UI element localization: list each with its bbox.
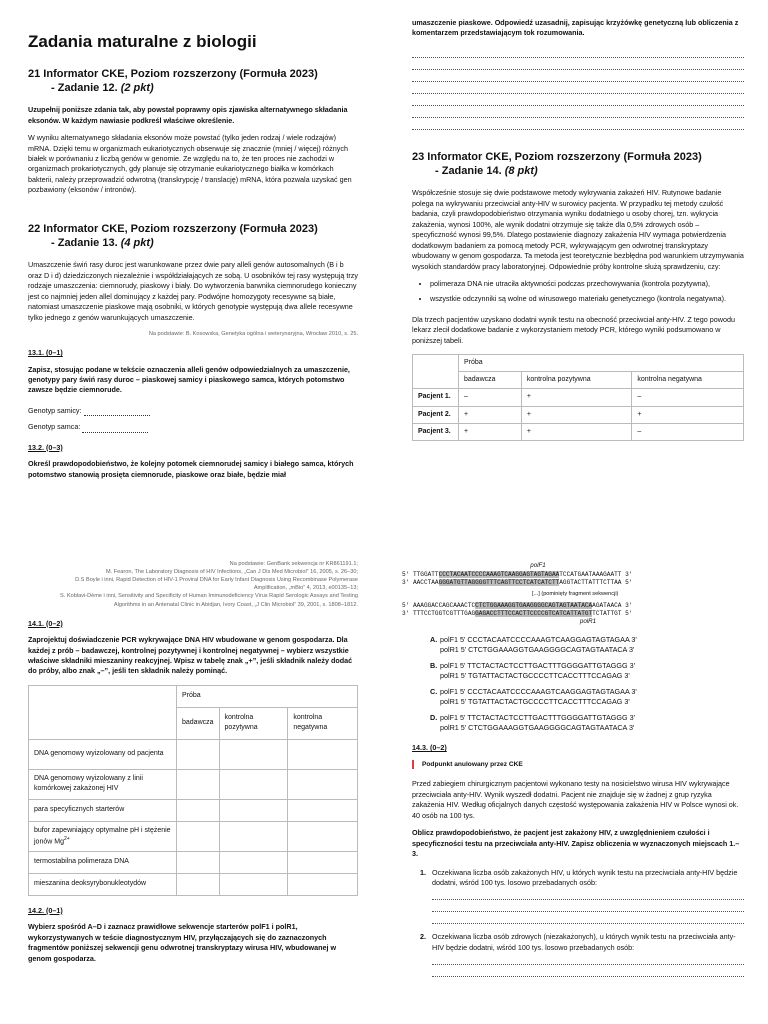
table-header-row bbox=[413, 355, 744, 372]
bottom-right-column bbox=[402, 562, 744, 983]
task21-heading-line1: 21 Informator CKE, Poziom rozszerzony (Formuła 2023) bbox=[28, 67, 318, 80]
task23-text: Współcześnie stosuje się dwie podstawowe metody wykrywania zakażeń HIV. Rutynowe badanie polega na wykrywaniu przeciwciał anty-HIV w surowicy pacjenta. W przypadku tej metody czułość badania, czyli prawdopodobieństwo otrzymania wyniku dodatniego u osoby chorej, tzn. wykrycia zakażenia, wynosi 100%, ale wynik dodatni otrzymuje się także dla 0,5% zdrowych osób – specyficzność wynosi 99,5%. Dlatego postawienie diagnozy zakażenia HIV wymaga potwierdzenia dodatkowym badaniem za pomocą metody PCR, wykrywającym gen odwrotnej transkryptazy wbudowany w genom gospodarza. Ta metoda jest teoretycznie bezbłędna pod warunkiem utrzymywania wysokich standardów pracy laboratoryjnej. Odpowiednie próby kontrolne służą sprawdzeniu, czy: bbox=[412, 188, 744, 271]
answer-line[interactable] bbox=[412, 94, 744, 106]
task23-sources bbox=[28, 560, 358, 609]
table-row bbox=[413, 423, 744, 440]
task23-sub2-label: 14.2. (0–1) bbox=[28, 905, 63, 915]
genotype-female-field[interactable] bbox=[84, 408, 150, 416]
table-cell: + bbox=[459, 423, 522, 440]
answer-cell[interactable] bbox=[219, 851, 288, 873]
answer-cell[interactable] bbox=[288, 851, 358, 873]
answer-line[interactable] bbox=[432, 912, 744, 924]
table-row bbox=[29, 851, 358, 873]
table-row bbox=[29, 821, 358, 851]
list-item: • polimeraza DNA nie utraciła aktywności podczas przechowywania (kontrola pozytywna), bbox=[430, 279, 744, 289]
row-label: DNA genomowy wyizolowany z linii komórkowej zakażonej HIV bbox=[29, 769, 177, 799]
row-label bbox=[29, 821, 177, 851]
row-label: termostabilna polimeraza DNA bbox=[29, 851, 177, 873]
task21-instruction: Uzupełnij poniższe zdania tak, aby powstał poprawny opis zjawiska alternatywnego składania eksonów. W każdym nawiasie podkreśl właściwe określenie. bbox=[28, 105, 348, 125]
column-header: kontrolna pozytywna bbox=[219, 707, 288, 739]
task22-sub2-cont: umaszczenie piaskowe. Odpowiedź uzasadnij, zapisując krzyżówkę genetyczną lub obliczenia z komentarzem przedstawiającym tok rozumowania. bbox=[412, 18, 739, 38]
answer-cell[interactable] bbox=[177, 821, 220, 851]
table-row bbox=[413, 406, 744, 423]
task23-sub1-text: Zaprojektuj doświadczenie PCR wykrywające DNA HIV wbudowane w genom gospodarza. Dla każdej z prób – badawczej, kontrolnej pozytywnej i kontrolnej negatywnej – wybierz wszystkie właściwe składniki mieszaniny reakcyjnej. Wpisz w tabelę znak „+”, jeśli składnik należy dodać do próby, albo znak „–”, jeśli ten składnik należy pominąć. bbox=[28, 635, 353, 676]
page-title: Zadania maturalne z biologii bbox=[28, 32, 257, 51]
answer-cell[interactable] bbox=[219, 821, 288, 851]
row-header: Pacjent 1. bbox=[413, 389, 459, 406]
task23-sub3-text: Przed zabiegiem chirurgicznym pacjentowi wykonano testy na nosicielstwo wirusa HIV wykrywające przeciwciała anty-HIV. Wynik wyszedł dodatni. Pacjent nie znajduje się w żadnej z grup ryzyka zakażenia HIV. Według oficjalnych danych częstość występowania zakażenia HIV w Polsce wynosi ok. 40 osób na 100 tys. bbox=[412, 779, 739, 820]
answer-cell[interactable] bbox=[177, 739, 220, 769]
table-group-header: Próba bbox=[177, 685, 358, 707]
task23-sub3-instruction: Oblicz prawdopodobieństwo, że pacjent jest zakażony HIV, z uwzględnieniem czułości i specyficzności testu na przeciwciała anty-HIV. Zapisz obliczenia w wyznaczonych miejscach 1.–3. bbox=[412, 828, 740, 859]
option-forward: polF1 5' CCCTACAATCCCCAAAGTCAAGGAGTAGTAGAA 3' bbox=[440, 686, 637, 696]
sequence-row: 3' AACCTAAGGGATGTTAGGGGTTTCAGTTCCTCATCATCTTAGGTACTTATTTCTTAA 5' bbox=[402, 579, 633, 587]
table-cell: + bbox=[521, 389, 632, 406]
option-reverse: polR1 5' CTCTGGAAAGGTGAAGGGGCAGTAGTAATACA 3' bbox=[440, 645, 635, 655]
sequence-row: 5' TTGGATTCCCTACAATCCCCAAAGTCAAGGAGTAGTAGAATCCATGAATAAAGAATT 3' bbox=[402, 570, 633, 578]
answer-cell[interactable] bbox=[219, 799, 288, 821]
table-row bbox=[29, 873, 358, 895]
task23-heading-line1: 23 Informator CKE, Poziom rozszerzony (Formuła 2023) bbox=[412, 150, 702, 163]
calc-item-text: Oczekiwana liczba osób zdrowych (niezakażonych), u których wynik testu na przeciwciała anty-HIV będzie dodatni, wśród 100 tys. losowo przebadanych osób: bbox=[432, 932, 736, 952]
option-letter: B. bbox=[430, 660, 438, 670]
row-label: para specyficznych starterów bbox=[29, 799, 177, 821]
omitted-fragment-note: [...] (pominięty fragment sekwencji) bbox=[532, 591, 619, 598]
answer-line[interactable] bbox=[412, 106, 744, 118]
answer-line[interactable] bbox=[412, 82, 744, 94]
task22-heading bbox=[28, 222, 358, 251]
source-line: Algorithms in an Antenatal Clinic in Abidjan, Ivory Coast, „J Clin Microbiol” 39, 2001, s. 1808–1812. bbox=[113, 601, 358, 608]
source-line: Na podstawie: GenBank sekwencja nr KR861191.1; bbox=[229, 561, 358, 567]
task22-sub1-label: 13.1. (0–1) bbox=[28, 348, 63, 358]
answer-line[interactable] bbox=[412, 58, 744, 70]
polR1-tag: polR1 bbox=[579, 617, 597, 625]
answer-line[interactable] bbox=[432, 965, 744, 977]
sequence-row: 3' TTTCCTGGTCGTTTGAGGAGACCTTTCCACTTCCCCGTCATCATTATGTTCTATTGT 5' bbox=[402, 609, 633, 617]
task22-heading-line2: - Zadanie 13. bbox=[51, 237, 121, 250]
task22-heading-line1: 22 Informator CKE, Poziom rozszerzony (Formuła 2023) bbox=[28, 222, 318, 235]
table-row bbox=[29, 799, 358, 821]
task22-answer-area[interactable] bbox=[412, 46, 744, 130]
task22-text: Umaszczenie świń rasy duroc jest warunkowane przez dwie pary alleli genów autosomalnych (B i b oraz D i d) dziedziczonych niezależnie i współdziałających ze sobą. U osobników tej rasy występują trzy rodzaje umaszczenia: ciemnorudy, piaskowy i biały. Do wytworzenia barwnika ciemnorudego konieczny jest co najmniej jeden allel dominujący z każdej pary. Podwójne homozygoty recesywne są białe, natomiast umaszczenie piaskowe mają osobniki, w których genotypie występują dwa allele recesywne tylko jednego z genów warunkujących umaszczenie. bbox=[28, 260, 358, 322]
sequence-figure bbox=[402, 562, 744, 627]
option-letter: C. bbox=[430, 686, 438, 696]
superscript: 2+ bbox=[63, 835, 70, 842]
table-corner bbox=[413, 355, 459, 389]
answer-cell[interactable] bbox=[177, 799, 220, 821]
results-table bbox=[412, 354, 744, 441]
source-line: Amplification, „mBio” 4, 2013, e00135–13; bbox=[253, 585, 358, 592]
bottom-left-column bbox=[28, 560, 358, 971]
row-header: Pacjent 3. bbox=[413, 423, 459, 440]
option-b[interactable] bbox=[430, 661, 744, 682]
answer-cell[interactable] bbox=[288, 739, 358, 769]
option-d[interactable] bbox=[430, 713, 744, 734]
answer-line[interactable] bbox=[432, 900, 744, 912]
answer-cell[interactable] bbox=[288, 799, 358, 821]
task23-heading bbox=[412, 150, 744, 179]
table-group-header: Próba bbox=[459, 355, 744, 372]
column-header: kontrolna negatywna bbox=[288, 707, 358, 739]
table-cell: + bbox=[632, 406, 744, 423]
answer-line[interactable] bbox=[432, 953, 744, 965]
task22-sub2-label: 13.2. (0–3) bbox=[28, 442, 63, 452]
option-forward: polF1 5' CCCTACAATCCCCAAAGTCAAGGAGTAGTAGAA 3' bbox=[440, 634, 637, 644]
table-row bbox=[29, 739, 358, 769]
answer-cell[interactable] bbox=[177, 769, 220, 799]
primer-options bbox=[430, 635, 744, 734]
table-cell: + bbox=[521, 406, 632, 423]
task21-points: (2 pkt) bbox=[120, 81, 154, 94]
source-line: D.S Boyle i inni, Rapid Detection of HIV-1 Proviral DNA for Early Infant Diagnosis Using Recombinase Polymerase bbox=[75, 577, 358, 584]
task22-sub1-text: Zapisz, stosując podane w tekście oznaczenia alleli genów odpowiedzialnych za umaszczenie, genotypy pary świń rasy duroc – piaskowej samicy i piaskowego samca, których potomstwo zawsze będzie ciemnorude. bbox=[28, 364, 350, 395]
row-label-text: bufor zapewniający optymalne pH i stężenie jonów Mg bbox=[34, 826, 171, 845]
option-reverse: polR1 5' CTCTGGAAAGGTGAAGGGGCAGTAGTAATACA 3' bbox=[440, 723, 635, 733]
table-cell: – bbox=[632, 389, 744, 406]
column-header: kontrolna pozytywna bbox=[521, 372, 632, 389]
polF1-tag: polF1 bbox=[530, 562, 546, 569]
task23-bullets bbox=[430, 279, 744, 305]
option-letter: A. bbox=[430, 634, 438, 644]
table-row bbox=[413, 389, 744, 406]
task22-sub2-text: Określ prawdopodobieństwo, że kolejny potomek ciemnorudej samicy i białego samca, których potomstwo stanowią prosięta ciemnorude, piaskowe oraz białe, będzie miał bbox=[28, 459, 354, 479]
option-forward: polF1 5' TTCTACTACTCCTTGACTTTGGGGATTGTAGGG 3' bbox=[440, 660, 635, 670]
table-row bbox=[29, 769, 358, 799]
answer-line[interactable] bbox=[412, 118, 744, 130]
task23-text2: Dla trzech pacjentów uzyskano dodatni wynik testu na obecność przeciwciał anty-HIV. Z tego powodu lekarz zlecił dodatkowe badanie z wykorzystaniem metody PCR, którego wyniki podsumowano w poniższej tabeli. bbox=[412, 314, 735, 345]
top-left-column bbox=[28, 18, 358, 487]
task23-sub2-text: Wybierz spośród A–D i zaznacz prawidłowe sekwencje starterów polF1 i polR1, wykorzystywanych w teście diagnostycznym HIV, przyłączających się do zaznaczonych fragmentów poniższej sekwencji genu odwrotnej transkryptazy wirusa HIV, wbudowanej w genom gospodarza. bbox=[28, 922, 337, 963]
option-reverse: polR1 5' TGTATTACTACTGCCCCTTCACCTTTCCAGAG 3' bbox=[440, 671, 630, 681]
task21-text: W wyniku alternatywnego składania eksonów może powstać (tylko jeden rodzaj / wiele rodzajów) mRNA. Dzięki temu w organizmach eukariotycznych obserwuje się znacznie (mniej / więcej) różnych białek w porównaniu z liczbą genów w genomie. Ze względu na to, że ten proces nie zachodzi w organizmach prokariotycznych, gdy planuje się otrzymanie eukariotycznego białka w komórkach bakterii, należy przeprowadzić odwrotną (transkrypcję / translację) mRNA, która pozwala uzyskać gen pozbawiony (eksonów / intronów). bbox=[28, 133, 352, 195]
calc-item-text: Oczekiwana liczba osób zakażonych HIV, u których wynik testu na przeciwciała anty-HIV będzie dodatni, wśród 100 tys. losowo przebadanych osób: bbox=[432, 867, 738, 887]
option-letter: D. bbox=[430, 712, 438, 722]
table-header-row bbox=[29, 685, 358, 707]
answer-cell[interactable] bbox=[288, 821, 358, 851]
answer-cell[interactable] bbox=[219, 769, 288, 799]
genotype-male-row bbox=[28, 422, 358, 432]
answer-line[interactable] bbox=[412, 70, 744, 82]
option-forward: polF1 5' TTCTACTACTCCTTGACTTTGGGGATTGTAGGG 3' bbox=[440, 712, 635, 722]
answer-cell[interactable] bbox=[288, 873, 358, 895]
table-cell: + bbox=[521, 423, 632, 440]
task23-sub1-label: 14.1. (0–2) bbox=[28, 618, 63, 628]
option-c[interactable] bbox=[430, 687, 744, 708]
annulled-notice: Podpunkt anulowany przez CKE bbox=[412, 760, 744, 770]
pcr-design-table bbox=[28, 685, 358, 896]
sequence-row: 5' AAAGGACCAGCAAACTCCTCTGGAAAGGTGAAGGGGCAGTAGTAATACAAGATAACA 3' bbox=[402, 601, 633, 609]
task21-heading bbox=[28, 67, 358, 96]
column-header: kontrolna negatywna bbox=[632, 372, 744, 389]
table-cell: – bbox=[459, 389, 522, 406]
answer-cell[interactable] bbox=[177, 873, 220, 895]
table-cell: + bbox=[459, 406, 522, 423]
calculation-list bbox=[428, 868, 744, 978]
answer-cell[interactable] bbox=[219, 739, 288, 769]
option-a[interactable] bbox=[430, 635, 744, 656]
table-cell: – bbox=[632, 423, 744, 440]
source-line: S. Koblavi-Dème i inni, Sensitivity and Specificity of Human Immunodeficiency Virus Rapid Serologic Assays and Testing bbox=[60, 593, 358, 600]
list-item bbox=[428, 932, 744, 977]
task23-sub3-label: 14.3. (0–2) bbox=[412, 743, 447, 753]
task22-source: Na podstawie: B. Kosowska, Genetyka ogólna i weterynaryjna, Wrocław 2010, s. 25. bbox=[148, 330, 358, 337]
task23-heading-line2: - Zadanie 14. bbox=[435, 165, 505, 178]
list-item bbox=[428, 868, 744, 925]
row-header: Pacjent 2. bbox=[413, 406, 459, 423]
answer-line[interactable] bbox=[412, 46, 744, 58]
genotype-female-label: Genotyp samicy: bbox=[28, 405, 84, 415]
answer-cell[interactable] bbox=[288, 769, 358, 799]
answer-cell[interactable] bbox=[219, 873, 288, 895]
answer-cell[interactable] bbox=[177, 851, 220, 873]
genotype-male-field[interactable] bbox=[82, 425, 148, 433]
column-header: badawcza bbox=[459, 372, 522, 389]
source-line: M. Fearon, The Laboratory Diagnosis of HIV Infections, „Can J Dis Med Microbiol” 16, 2005, s. 26–30; bbox=[105, 569, 358, 576]
list-item: • wszystkie odczynniki są wolne od wirusowego materiału genetycznego (kontrola negatywna). bbox=[430, 294, 744, 304]
row-label: DNA genomowy wyizolowany od pacjenta bbox=[29, 739, 177, 769]
option-reverse: polR1 5' TGTATTACTACTGCCCCTTCACCTTTCCAGAG 3' bbox=[440, 697, 630, 707]
row-label: mieszanina deoksyrybonukleotydów bbox=[29, 873, 177, 895]
task22-points: (4 pkt) bbox=[120, 237, 154, 250]
table-header-row bbox=[413, 372, 744, 389]
table-corner bbox=[29, 685, 177, 739]
task21-heading-line2: - Zadanie 12. bbox=[51, 81, 121, 94]
genotype-male-label: Genotyp samca: bbox=[28, 422, 83, 432]
genotype-female-row bbox=[28, 406, 358, 416]
answer-line[interactable] bbox=[432, 888, 744, 900]
task23-points: (8 pkt) bbox=[504, 165, 538, 178]
top-right-column bbox=[412, 18, 744, 441]
column-header: badawcza bbox=[177, 707, 220, 739]
